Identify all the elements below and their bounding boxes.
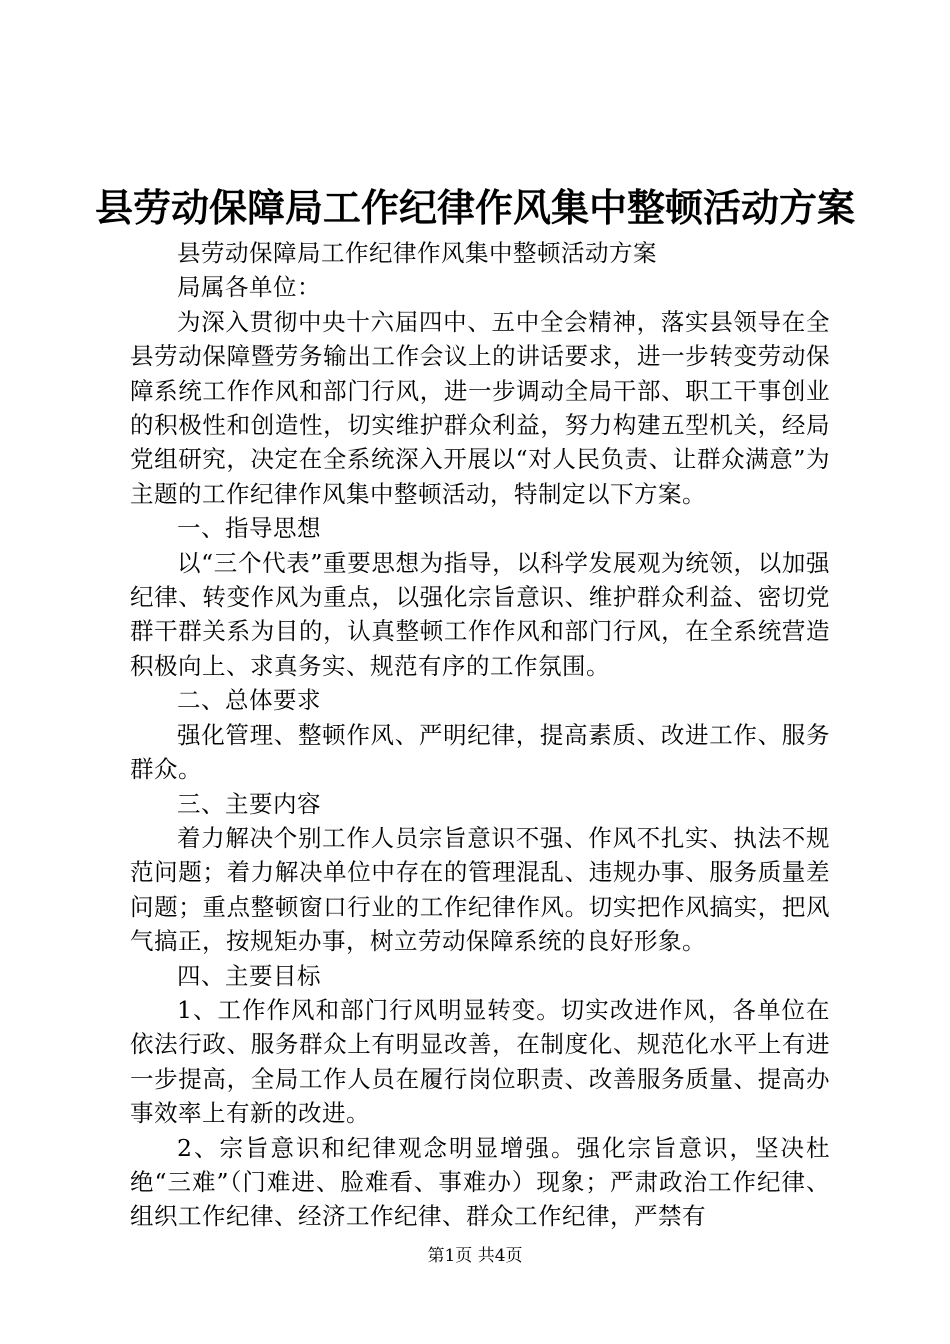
body-paragraph-goal-2: 2、宗旨意识和纪律观念明显增强。强化宗旨意识，坚决杜绝“三难”（门难进、脸难看、事难办）现象；严肃政治工作纪律、组织工作纪律、经济工作纪律、群众工作纪律，严禁有	[130, 1133, 830, 1231]
body-paragraph-general-requirements: 强化管理、整顿作风、严明纪律，提高素质、改进工作、服务群众。	[130, 720, 830, 784]
body-paragraph-main-content: 着力解决个别工作人员宗旨意识不强、作风不扎实、执法不规范问题；着力解决单位中存在的管理混乱、违规办事、服务质量差问题；重点整顿窗口行业的工作纪律作风。切实把作风搞实，把风气搞正，按规矩办事，树立劳动保障系统的良好形象。	[130, 823, 830, 956]
section-heading-general-requirements: 二、总体要求	[177, 686, 321, 715]
body-paragraph-salutation: 局属各单位：	[177, 273, 321, 302]
page-number: 第1页 共4页	[427, 1246, 523, 1266]
body-paragraph-goal-1: 1、工作作风和部门行风明显转变。切实改进作风，各单位在依法行政、服务群众上有明显改善，在制度化、规范化水平上有进一步提高，全局工作人员在履行岗位职责、改善服务质量、提高办事效率上有新的改进。	[130, 995, 830, 1128]
body-paragraph-guiding-thought: 以“三个代表”重要思想为指导，以科学发展观为统领，以加强纪律、转变作风为重点，以强化宗旨意识、维护群众利益、密切党群干群关系为目的，认真整顿工作作风和部门行风，在全系统营造积极向上、求真务实、规范有序的工作氛围。	[130, 548, 830, 680]
body-paragraph-subtitle: 县劳动保障局工作纪律作风集中整顿活动方案	[177, 239, 657, 267]
document-body	[130, 236, 830, 1234]
section-heading-guiding-thought: 一、指导思想	[177, 514, 321, 543]
body-paragraph-intro: 为深入贯彻中央十六届四中、五中全会精神，落实县领导在全县劳动保障暨劳务输出工作会议上的讲话要求，进一步转变劳动保障系统工作作风和部门行风，进一步调动全局干部、职工干事创业的积极性和创造性，切实维护群众利益，努力构建五型机关，经局党组研究，决定在全系统深入开展以“对人民负责、让群众满意”为主题的工作纪律作风集中整顿活动，特制定以下方案。	[130, 307, 830, 508]
section-heading-main-content: 三、主要内容	[177, 789, 321, 818]
document-title: 县劳动保障局工作纪律作风集中整顿活动方案	[94, 185, 855, 230]
section-heading-main-goals: 四、主要目标	[177, 961, 321, 990]
